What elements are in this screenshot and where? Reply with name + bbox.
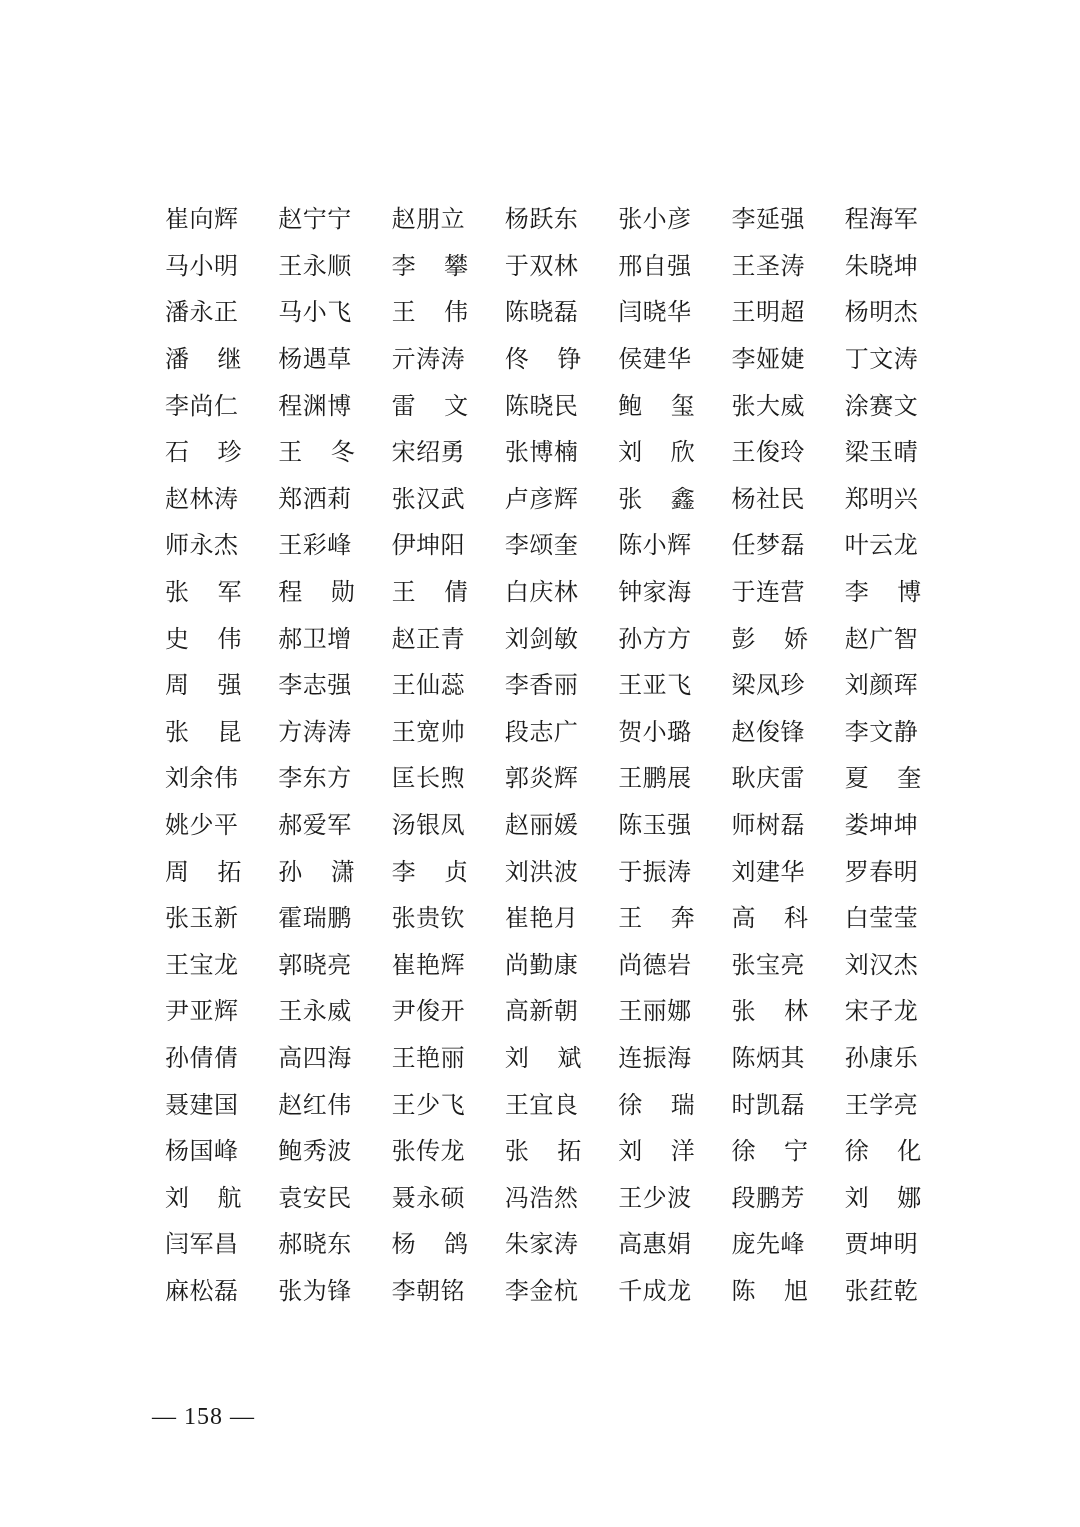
name-entry: 方涛涛 — [278, 717, 352, 746]
name-entry: 王宝龙 — [165, 950, 239, 979]
name-entry: 马小飞 — [278, 298, 352, 327]
name-entry: 周 强 — [165, 671, 242, 700]
name-entry: 佟 铮 — [504, 345, 582, 374]
name-entry: 聂建国 — [165, 1090, 239, 1119]
names-row — [165, 1128, 925, 1175]
name-entry: 王亚飞 — [618, 671, 692, 700]
page-number: — 158 — — [152, 1404, 255, 1430]
name-entry: 叶云龙 — [844, 531, 919, 560]
name-entry: 闫晓华 — [618, 298, 692, 327]
name-entry: 张宝亮 — [731, 950, 805, 979]
name-entry: 刘洪波 — [504, 857, 579, 886]
name-entry: 陈 旭 — [731, 1276, 809, 1305]
name-entry: 王 奔 — [618, 904, 696, 933]
name-entry: 宋子龙 — [844, 997, 919, 1026]
name-entry: 陈炳其 — [731, 1043, 805, 1072]
name-entry: 彭 娇 — [731, 624, 809, 653]
name-entry: 李志强 — [278, 671, 352, 700]
name-entry: 李香丽 — [504, 671, 579, 700]
name-entry: 张 军 — [165, 578, 242, 607]
name-entry: 孙康乐 — [844, 1043, 919, 1072]
name-entry: 张 拓 — [504, 1137, 582, 1166]
name-entry: 李颂奎 — [504, 531, 579, 560]
name-entry: 聂永硕 — [391, 1183, 466, 1212]
name-entry: 邢自强 — [618, 251, 692, 280]
name-entry: 李文静 — [844, 717, 919, 746]
name-entry: 杨遇草 — [278, 345, 352, 374]
name-entry: 尹亚辉 — [165, 997, 239, 1026]
name-entry: 史 伟 — [165, 624, 242, 653]
names-row — [165, 755, 925, 802]
name-entry: 崔艳月 — [504, 904, 579, 933]
name-entry: 段鹏芳 — [731, 1183, 805, 1212]
names-row — [165, 569, 925, 616]
name-entry: 王明超 — [731, 298, 805, 327]
name-entry: 刘 娜 — [844, 1183, 922, 1212]
name-entry: 郝晓东 — [278, 1230, 352, 1259]
name-entry: 王鹏展 — [618, 764, 692, 793]
names-row — [165, 196, 925, 243]
name-entry: 刘汉杰 — [844, 950, 919, 979]
name-entry: 刘剑敏 — [504, 624, 579, 653]
names-row — [165, 942, 925, 989]
name-entry: 千成龙 — [618, 1276, 692, 1305]
name-entry: 张博楠 — [504, 438, 579, 467]
names-row — [165, 382, 925, 429]
name-entry: 杨跃东 — [504, 205, 579, 234]
names-row — [165, 848, 925, 895]
name-entry: 张玉新 — [165, 904, 239, 933]
name-entry: 王仙蕊 — [391, 671, 466, 700]
name-entry: 尚德岩 — [618, 950, 692, 979]
name-entry: 王 伟 — [391, 298, 469, 327]
names-row — [165, 1268, 925, 1315]
name-entry: 麻松磊 — [165, 1276, 239, 1305]
name-entry: 冯浩然 — [504, 1183, 579, 1212]
name-entry: 马小明 — [165, 251, 239, 280]
name-entry: 张贵钦 — [391, 904, 466, 933]
name-entry: 姚少平 — [165, 811, 239, 840]
names-row — [165, 522, 925, 569]
name-entry: 王宽帅 — [391, 717, 466, 746]
name-entry: 宋绍勇 — [391, 438, 466, 467]
name-entry: 尹俊开 — [391, 997, 466, 1026]
name-entry: 高 科 — [731, 904, 809, 933]
name-entry: 石 珍 — [165, 438, 242, 467]
name-entry: 娄坤坤 — [844, 811, 919, 840]
name-entry: 王永顺 — [278, 251, 352, 280]
name-entry: 高惠娟 — [618, 1230, 692, 1259]
name-entry: 张 鑫 — [618, 484, 696, 513]
names-row — [165, 429, 925, 476]
name-entry: 刘颜珲 — [844, 671, 919, 700]
name-entry: 李朝铭 — [391, 1276, 466, 1305]
name-entry: 师永杰 — [165, 531, 239, 560]
names-row — [165, 1081, 925, 1128]
name-entry: 赵正青 — [391, 624, 466, 653]
name-entry: 连振海 — [618, 1043, 692, 1072]
name-entry: 李 贞 — [391, 857, 469, 886]
name-entry: 师树磊 — [731, 811, 805, 840]
name-entry: 贺小璐 — [618, 717, 692, 746]
name-entry: 王彩峰 — [278, 531, 352, 560]
name-entry: 郑洒莉 — [278, 484, 352, 513]
name-entry: 孙方方 — [618, 624, 692, 653]
name-entry: 郭炎辉 — [504, 764, 579, 793]
name-entry: 李 博 — [844, 578, 922, 607]
name-entry: 张小彦 — [618, 205, 692, 234]
name-entry: 丁文涛 — [844, 345, 919, 374]
name-entry: 鲍 玺 — [618, 391, 696, 420]
name-entry: 刘 洋 — [618, 1137, 696, 1166]
name-entry: 杨 鸽 — [391, 1230, 469, 1259]
names-row — [165, 336, 925, 383]
name-entry: 程渊博 — [278, 391, 352, 420]
name-entry: 白莹莹 — [844, 904, 919, 933]
name-entry: 夏 奎 — [844, 764, 922, 793]
name-entry: 王俊玲 — [731, 438, 805, 467]
name-entry: 赵丽媛 — [504, 811, 579, 840]
name-entry: 朱晓坤 — [844, 251, 919, 280]
name-entry: 陈晓民 — [504, 391, 579, 420]
name-entry: 郝爱军 — [278, 811, 352, 840]
name-entry: 高四海 — [278, 1043, 352, 1072]
name-entry: 张为锋 — [278, 1276, 352, 1305]
name-entry: 王少波 — [618, 1183, 692, 1212]
name-entry: 耿庆雷 — [731, 764, 805, 793]
name-entry: 侯建华 — [618, 345, 692, 374]
name-entry: 王宜良 — [504, 1090, 579, 1119]
name-entry: 赵广智 — [844, 624, 919, 653]
names-row — [165, 988, 925, 1035]
name-entry: 卢彦辉 — [504, 484, 579, 513]
name-entry: 郝卫增 — [278, 624, 352, 653]
name-entry: 李娅婕 — [731, 345, 805, 374]
names-list — [165, 196, 925, 1314]
name-entry: 雷 文 — [391, 391, 469, 420]
name-entry: 张传龙 — [391, 1137, 466, 1166]
name-entry: 杨社民 — [731, 484, 805, 513]
name-entry: 王艳丽 — [391, 1043, 466, 1072]
name-entry: 刘 欣 — [618, 438, 696, 467]
name-entry: 陈玉强 — [618, 811, 692, 840]
name-entry: 周 拓 — [165, 857, 242, 886]
name-entry: 程海军 — [844, 205, 919, 234]
name-entry: 汤银凤 — [391, 811, 466, 840]
name-entry: 袁安民 — [278, 1183, 352, 1212]
name-entry: 张 昆 — [165, 717, 242, 746]
name-entry: 张汉武 — [391, 484, 466, 513]
name-entry: 赵林涛 — [165, 484, 239, 513]
names-row — [165, 1174, 925, 1221]
name-entry: 孙倩倩 — [165, 1043, 239, 1072]
name-entry: 白庆林 — [504, 578, 579, 607]
name-entry: 高新朝 — [504, 997, 579, 1026]
name-entry: 钟家海 — [618, 578, 692, 607]
name-entry: 梁玉晴 — [844, 438, 919, 467]
name-entry: 郭晓亮 — [278, 950, 352, 979]
name-entry: 段志广 — [504, 717, 579, 746]
name-entry: 于连营 — [731, 578, 805, 607]
name-entry: 程 勋 — [278, 578, 356, 607]
name-entry: 涂赛文 — [844, 391, 919, 420]
name-entry: 刘建华 — [731, 857, 805, 886]
name-entry: 罗春明 — [844, 857, 919, 886]
name-entry: 张荭乾 — [844, 1276, 919, 1305]
name-entry: 陈晓磊 — [504, 298, 579, 327]
names-row — [165, 289, 925, 336]
names-row — [165, 895, 925, 942]
name-entry: 刘 航 — [165, 1183, 242, 1212]
name-entry: 陈小辉 — [618, 531, 692, 560]
names-row — [165, 476, 925, 523]
names-row — [165, 709, 925, 756]
name-entry: 匡长煦 — [391, 764, 466, 793]
name-entry: 霍瑞鹏 — [278, 904, 352, 933]
name-entry: 时凯磊 — [731, 1090, 805, 1119]
name-entry: 李延强 — [731, 205, 805, 234]
name-entry: 于振涛 — [618, 857, 692, 886]
name-entry: 王圣涛 — [731, 251, 805, 280]
name-entry: 张大威 — [731, 391, 805, 420]
name-entry: 崔向辉 — [165, 205, 239, 234]
name-entry: 潘永正 — [165, 298, 239, 327]
name-entry: 赵红伟 — [278, 1090, 352, 1119]
name-entry: 郑明兴 — [844, 484, 919, 513]
name-entry: 王 冬 — [278, 438, 356, 467]
names-row — [165, 1221, 925, 1268]
name-entry: 杨明杰 — [844, 298, 919, 327]
name-entry: 鲍秀波 — [278, 1137, 352, 1166]
name-entry: 刘余伟 — [165, 764, 239, 793]
name-entry: 于双林 — [504, 251, 579, 280]
names-row — [165, 243, 925, 290]
name-entry: 庞先峰 — [731, 1230, 805, 1259]
name-entry: 徐 宁 — [731, 1137, 809, 1166]
name-entry: 张 林 — [731, 997, 809, 1026]
name-entry: 徐 瑞 — [618, 1090, 696, 1119]
name-entry: 亓涛涛 — [391, 345, 466, 374]
name-entry: 尚勤康 — [504, 950, 579, 979]
name-entry: 李东方 — [278, 764, 352, 793]
name-entry: 王少飞 — [391, 1090, 466, 1119]
name-entry: 王 倩 — [391, 578, 469, 607]
names-row — [165, 1035, 925, 1082]
names-row — [165, 662, 925, 709]
name-entry: 李金杭 — [504, 1276, 579, 1305]
name-entry: 伊坤阳 — [391, 531, 466, 560]
name-entry: 杨国峰 — [165, 1137, 239, 1166]
name-entry: 闫军昌 — [165, 1230, 239, 1259]
name-entry: 崔艳辉 — [391, 950, 466, 979]
name-entry: 赵朋立 — [391, 205, 466, 234]
names-row — [165, 615, 925, 662]
name-entry: 李尚仁 — [165, 391, 239, 420]
name-entry: 赵俊锋 — [731, 717, 805, 746]
name-entry: 任梦磊 — [731, 531, 805, 560]
name-entry: 贾坤明 — [844, 1230, 919, 1259]
name-entry: 王丽娜 — [618, 997, 692, 1026]
name-entry: 王学亮 — [844, 1090, 919, 1119]
name-entry: 孙 潇 — [278, 857, 356, 886]
name-entry: 王永威 — [278, 997, 352, 1026]
name-entry: 潘 继 — [165, 345, 242, 374]
name-entry: 李 攀 — [391, 251, 469, 280]
name-entry: 刘 斌 — [504, 1043, 582, 1072]
names-row — [165, 802, 925, 849]
name-entry: 朱家涛 — [504, 1230, 579, 1259]
name-entry: 徐 化 — [844, 1137, 922, 1166]
name-entry: 赵宁宁 — [278, 205, 352, 234]
name-entry: 梁凤珍 — [731, 671, 805, 700]
